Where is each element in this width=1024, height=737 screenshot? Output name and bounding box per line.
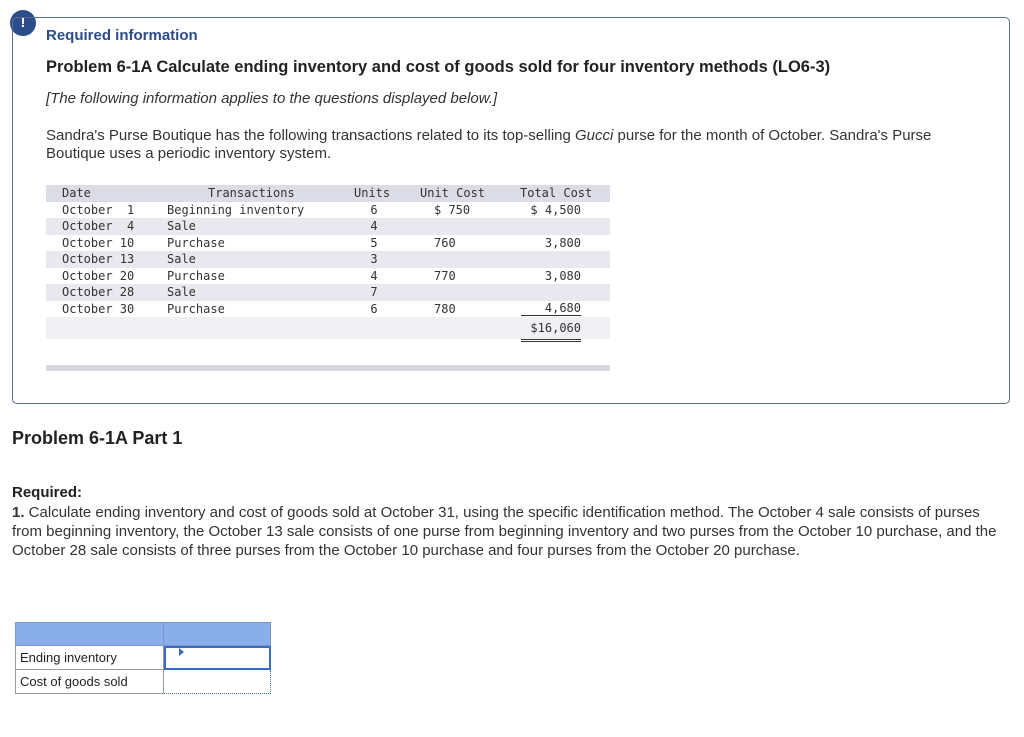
required-body: Calculate ending inventory and cost of goods sold at October 31, using the specific identification method. The October 4 sale consists of purses from beginning inventory, the October 13 sale consists of one purse from beginning inventory and two purses from the October 10 purchase, and the October 28 sale consists of three purses from the October 10 purchase and four purses from the October 20 purchase.: [12, 504, 997, 559]
focus-arrow-icon: [179, 648, 184, 656]
row-units: 5: [370, 235, 378, 250]
table-total-row: [46, 317, 610, 339]
row-transaction: Sale: [167, 285, 196, 299]
intro-before: Sandra's Purse Boutique has the following transactions related to its top-selling: [46, 127, 575, 144]
row-total-cost: 4,680: [521, 301, 581, 316]
table-row: [46, 268, 610, 285]
answer-header-value-cell: [164, 622, 271, 646]
row-transaction: Purchase: [167, 268, 225, 283]
alert-icon: !: [10, 10, 36, 36]
row-date: October 10: [62, 235, 135, 250]
table-row: [46, 218, 610, 235]
table-bottom-bar: [46, 365, 610, 371]
answer-row-ending-inventory: [15, 646, 271, 670]
row-unit-cost: 760: [434, 235, 456, 250]
table-row: [46, 301, 610, 318]
answer-row-cost-of-goods-sold: [15, 670, 271, 694]
intro-brand: Gucci: [575, 127, 614, 144]
row-units: 6: [370, 301, 378, 316]
intro-after: purse for the month of October. Sandra's Purse Boutique uses a periodic inventory system.: [46, 127, 932, 162]
table-header-row: [46, 185, 610, 202]
header-date: Date: [62, 186, 91, 200]
row-transaction: Sale: [167, 219, 196, 233]
table-row: [46, 284, 610, 301]
answer-header-row: [15, 622, 271, 646]
header-unit-cost: Unit Cost: [420, 186, 486, 200]
row-date: October 1: [62, 202, 135, 217]
row-transaction: Beginning inventory: [167, 202, 305, 217]
table-row: [46, 251, 610, 268]
row-total-cost: 3,080: [544, 268, 581, 283]
answer-table: [15, 622, 271, 694]
row-transaction: Purchase: [167, 301, 225, 316]
row-transaction: Purchase: [167, 235, 225, 250]
row-total-cost: 3,800: [544, 235, 581, 250]
row-unit-cost: $ 750: [434, 202, 471, 217]
row-date: October 20: [62, 268, 135, 283]
row-date: October 13: [62, 252, 135, 266]
row-units: 4: [370, 219, 378, 233]
intro-text: [46, 127, 946, 163]
required-label: Required:: [12, 484, 83, 501]
row-units: 7: [370, 285, 378, 299]
row-unit-cost: 780: [434, 301, 456, 316]
cost-of-goods-sold-label: Cost of goods sold: [15, 670, 164, 694]
ending-inventory-label: Ending inventory: [15, 646, 164, 670]
grand-total: $16,060: [521, 317, 581, 342]
row-unit-cost: 770: [434, 268, 456, 283]
row-date: October 28: [62, 285, 135, 299]
row-units: 3: [370, 252, 378, 266]
answer-header-label-cell: [15, 622, 164, 646]
header-units: Units: [354, 186, 391, 200]
table-row: [46, 235, 610, 252]
applies-note: [The following information applies to the questions displayed below.]: [46, 90, 498, 107]
row-date: October 4: [62, 219, 135, 233]
row-date: October 30: [62, 301, 135, 316]
row-total-cost: $ 4,500: [530, 202, 581, 217]
header-total-cost: Total Cost: [520, 186, 593, 200]
header-transactions: Transactions: [208, 186, 295, 200]
row-transaction: Sale: [167, 252, 196, 266]
table-row: [46, 202, 610, 219]
transactions-table: [46, 185, 610, 339]
part-title: Problem 6-1A Part 1: [12, 428, 183, 448]
row-units: 4: [370, 268, 378, 283]
required-instructions: [12, 503, 1007, 560]
cost-of-goods-sold-input[interactable]: [164, 670, 271, 694]
problem-title: Problem 6-1A Calculate ending inventory and cost of goods sold for four inventory methods (LO6-3): [46, 58, 831, 76]
required-info-heading: Required information: [46, 27, 198, 44]
row-units: 6: [370, 202, 378, 217]
required-number: 1.: [12, 504, 25, 521]
